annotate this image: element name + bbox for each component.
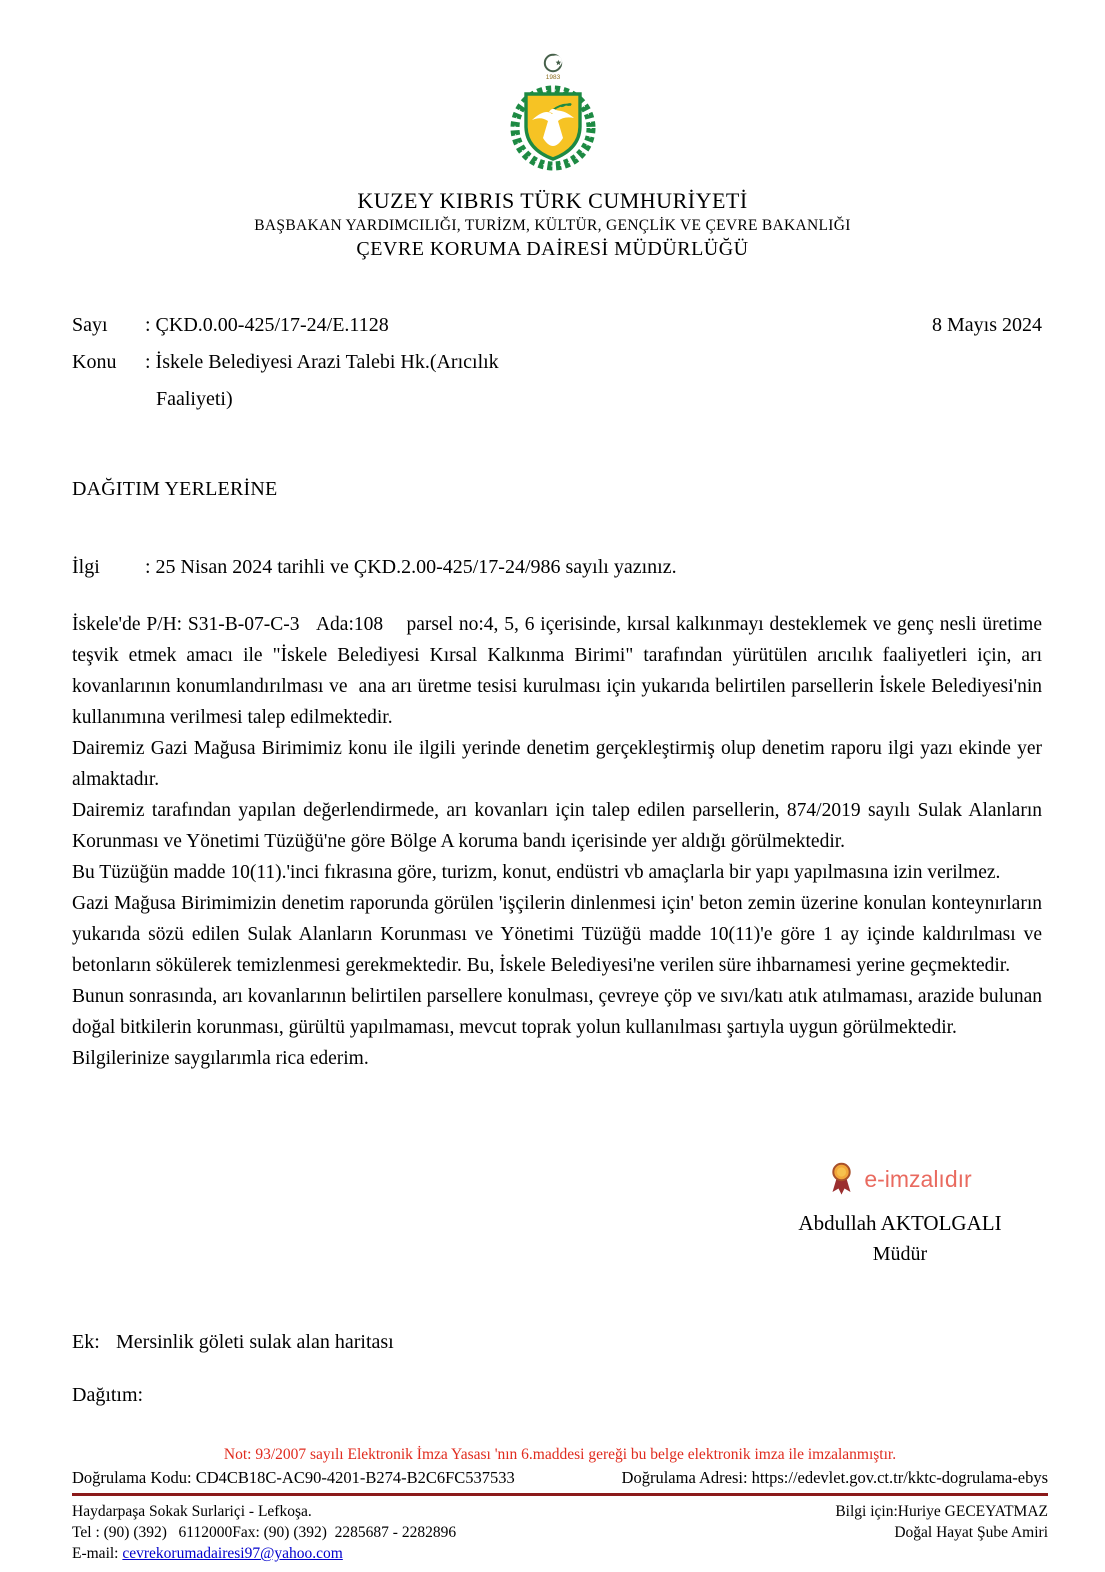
konu-value-line2: Faaliyeti) <box>156 388 233 410</box>
body-paragraph: Dairemiz tarafından yapılan değerlendirmede, arı kovanları için talep edilen parsellerin, 874/2019 sayılı Sulak Alanların Korunması ve Yönetimi Tüzüğü'ne göre Bölge A koruma bandı içerisinde yer aldığı görülmektedir. <box>72 800 1042 852</box>
attachment-row <box>72 1331 1042 1354</box>
letter-body <box>72 609 1042 1074</box>
document-date: 8 Mayıs 2024 <box>932 314 1042 336</box>
konu-row <box>72 344 1042 418</box>
verification-address: Doğrulama Adresi: https://edevlet.gov.ct.tr/kktc-dogrulama-ebys <box>621 1468 1048 1487</box>
emblem-year: 1983 <box>545 74 560 81</box>
distribution-label: Dağıtım: <box>72 1384 144 1406</box>
body-paragraph: Bilgilerinize saygılarımla rica ederim. <box>72 1048 369 1069</box>
konu-value <box>145 344 1042 418</box>
info-contact-title: Doğal Hayat Şube Amiri <box>894 1524 1048 1541</box>
signer-name: Abdullah AKTOLGALI <box>798 1211 1002 1235</box>
contact-left-column <box>72 1501 456 1564</box>
body-paragraph: Dairemiz Gazi Mağusa Birimimiz konu ile ilgili yerinde denetim gerçekleştirmiş olup denetim raporu ilgi yazı ekinde yer almaktadır. <box>72 738 1042 790</box>
reference-label: İlgi <box>72 556 100 578</box>
e-signature-label: e-imzalıdır <box>864 1166 972 1192</box>
document-meta <box>72 307 1042 418</box>
sayi-row <box>72 307 1042 344</box>
body-paragraph: Bu Tüzüğün madde 10(11).'inci fıkrasına göre, turizm, konut, endüstri vb amaçlarla bir yapı yapılmasına izin verilmez. <box>72 862 1001 883</box>
sayi-label: Sayı <box>72 314 108 336</box>
letterhead <box>0 188 1105 261</box>
footer-divider <box>72 1493 1048 1496</box>
attachment-value: Mersinlik göleti sulak alan haritası <box>116 1331 394 1353</box>
department-name: ÇEVRE KORUMA DAİRESİ MÜDÜRLÜĞÜ <box>356 238 749 260</box>
emblem-container <box>0 0 1105 184</box>
email-link[interactable]: cevrekorumadairesi97@yahoo.com <box>122 1545 343 1562</box>
konu-value-line1: : İskele Belediyesi Arazi Talebi Hk.(Arıcılık <box>145 351 499 373</box>
electronic-signature-note: Not: 93/2007 sayılı Elektronik İmza Yasası 'nın 6.maddesi gereği bu belge elektronik imza ile imzalanmıştır. <box>223 1446 897 1463</box>
verification-row <box>72 1468 1048 1493</box>
footer <box>0 1446 1105 1564</box>
contact-row <box>72 1501 1048 1564</box>
reference-row <box>72 556 1042 579</box>
sayi-value: : ÇKD.0.00-425/17-24/E.1128 <box>145 314 389 336</box>
trnc-emblem-icon <box>505 50 601 184</box>
email-label: E-mail: <box>72 1545 123 1562</box>
body-paragraph: İskele'de P/H: S31-B-07-C-3 Ada:108 parsel no:4, 5, 6 içerisinde, kırsal kalkınmayı desteklemek ve genç nesli üretime teşvik etmek amacı ile "İskele Belediyesi Kırsal Kalkınma Birimi" tarafından yürütülen arıcılık faaliyetleri için, arı kovanlarının konumlandırılması ve ana arı üretme tesisi kurulması için yukarıda belirtilen parsellerin İskele Belediyesi'nin kullanımına verilmesi talep edilmektedir. <box>72 614 1042 728</box>
reference-value: : 25 Nisan 2024 tarihli ve ÇKD.2.00-425/17-24/986 sayılı yazınız. <box>145 556 677 578</box>
e-signature-row <box>735 1162 1065 1197</box>
konu-label: Konu <box>72 351 117 373</box>
body-paragraph: Gazi Mağusa Birimimizin denetim raporunda görülen 'işçilerin dinlenmesi için' beton zemin üzerine konulan konteynırların yukarıda sözü edilen Sulak Alanların Korunması ve Yönetimi Tüzüğü madde 10(11)'e göre 1 ay içinde kaldırılması ve betonların sökülerek temizlenmesi gerekmektedir. Bu, İskele Belediyesi'ne verilen süre ihbarnamesi yerine geçmektedir. <box>72 893 1042 976</box>
contact-right-column <box>835 1501 1048 1564</box>
signer-title: Müdür <box>872 1243 928 1265</box>
email-line <box>72 1543 456 1564</box>
body-paragraph: Bunun sonrasında, arı kovanlarının belirtilen parsellere konulması, çevreye çöp ve sıvı/katı atık atılmaması, arazide bulunan doğal bitkilerin korunması, gürültü yapılmaması, mevcut toprak yolun kullanılması şartıyla uygun görülmektedir. <box>72 986 1042 1038</box>
verification-code: Doğrulama Kodu: CD4CB18C-AC90-4201-B274-B2C6FC537533 <box>72 1468 515 1487</box>
recipient-line: DAĞITIM YERLERİNE <box>72 478 278 500</box>
info-contact-person: Bilgi için:Huriye GECEYATMAZ <box>835 1503 1048 1520</box>
attachment-label: Ek: <box>72 1331 100 1353</box>
country-name: KUZEY KIBRIS TÜRK CUMHURİYETİ <box>357 188 748 213</box>
office-address: Haydarpaşa Sokak Surlariçi - Lefkoşa. <box>72 1503 312 1520</box>
signature-block <box>735 1162 1065 1269</box>
ministry-name: BAŞBAKAN YARDIMCILIĞI, TURİZM, KÜLTÜR, GENÇLİK VE ÇEVRE BAKANLIĞI <box>254 217 851 234</box>
telephone-fax: Tel : (90) (392) 6112000Fax: (90) (392) 2285687 - 2282896 <box>72 1524 457 1541</box>
e-signature-ribbon-icon <box>828 1162 855 1197</box>
